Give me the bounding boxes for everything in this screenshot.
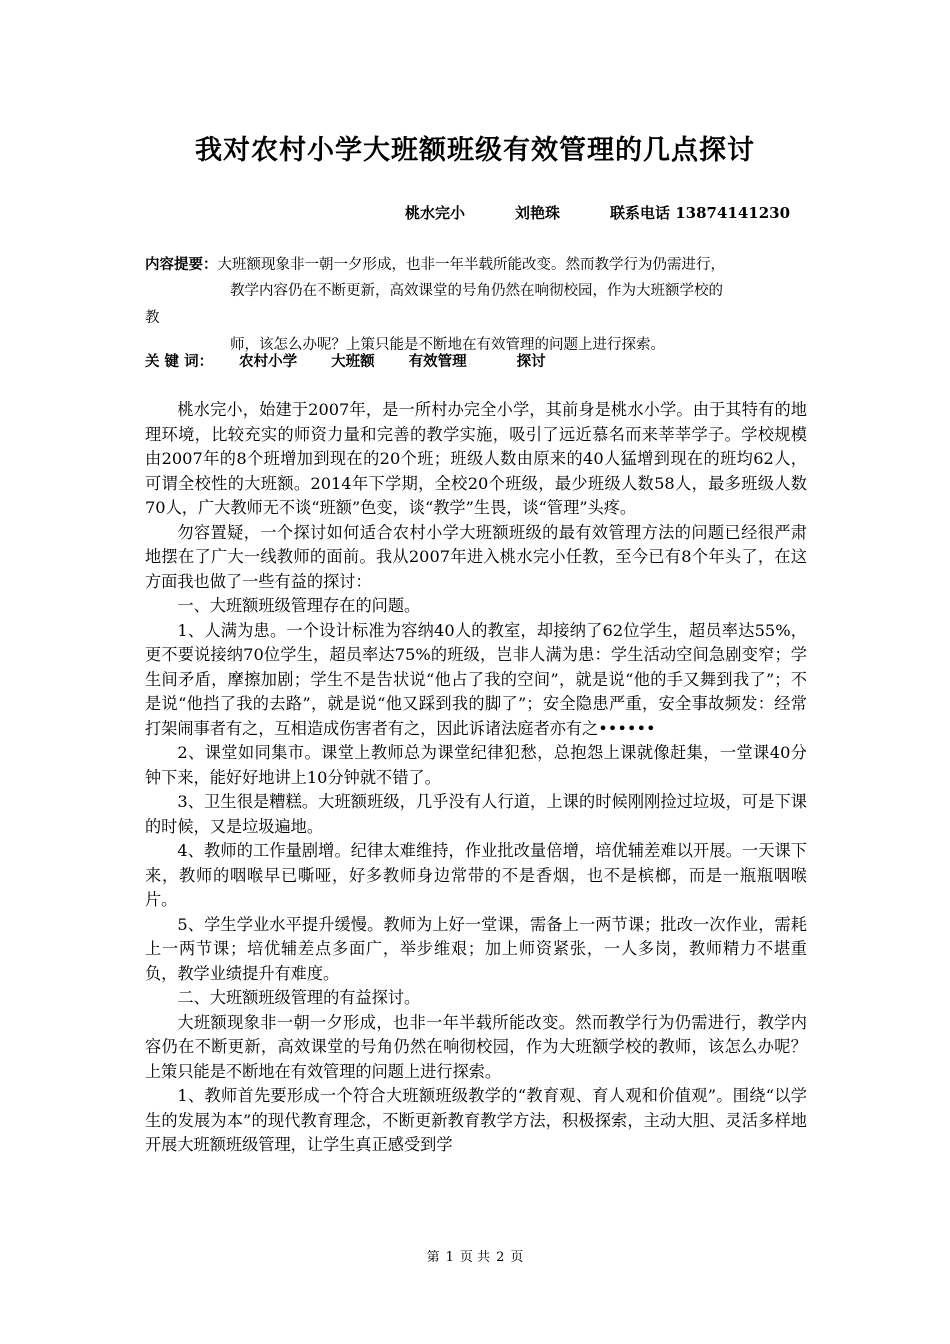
- footer-prefix: 第: [426, 1250, 440, 1265]
- keyword-4: 探讨: [516, 353, 546, 370]
- page-footer: [0, 1249, 950, 1267]
- body-text: [145, 398, 807, 1158]
- paragraph: 1、教师首先要形成一个符合大班额班级教学的“教育观、育人观和价值观”。围绕“以学生的发展为本”的现代教育理念，不断更新教育教学方法，积极探索，主动大胆、灵活多样地开展大班额班级管理，让学生真正感受到学: [145, 1086, 807, 1154]
- footer-page-number: 1: [445, 1250, 454, 1265]
- abstract-line-4: 师，该怎么办呢？上策只能是不断地在有效管理的问题上进行探索。: [230, 337, 665, 353]
- paragraph: 4、教师的工作量剧增。纪律太难维持，作业批改量倍增，培优辅差难以开展。一天课下来，教师的咽喉早已嘶哑，好多教师身边常带的不是香烟，也不是槟榔，而是一瓶瓶咽喉片。: [145, 841, 807, 909]
- paragraph: 桃水完小，始建于2007年，是一所村办完全小学，其前身是桃水小学。由于其特有的地理环境，比较充实的师资力量和完善的教学实施，吸引了远近慕名而来莘莘学子。学校规模由2007年的8个班增加到现在的20个班；班级人数由原来的40人猛增到现在的班均62人，可谓全校性的大班额。2014年下学期，全校20个班级，最少班级人数58人，最多班级人数70人，广大教师无不谈“班额”色变，谈“教学”生畏，谈“管理”头疼。: [145, 400, 807, 517]
- abstract-line-2: 教学内容仍在不断更新，高效课堂的号角仍然在响彻校园，作为大班额学校的: [230, 283, 723, 299]
- paragraph: 5、学生学业水平提升缓慢。教师为上好一堂课，需备上一两节课；批改一次作业，需耗上一两节课；培优辅差点多面广，举步维艰；加上师资紧张，一人多岗，教师精力不堪重负，教学业绩提升有难度。: [145, 914, 807, 983]
- document-title: 我对农村小学大班额班级有效管理的几点探讨: [195, 135, 755, 166]
- abstract-row-1: [145, 251, 810, 278]
- keyword-1: 农村小学: [239, 353, 298, 370]
- keyword-3: 有效管理: [408, 353, 467, 370]
- paragraph: 大班额现象非一朝一夕形成，也非一年半载所能改变。然而教学行为仍需进行，教学内容仍在不断更新，高效课堂的号角仍然在响彻校园，作为大班额学校的教师，该怎么办呢？上策只能是不断地在有效管理的问题上进行探索。: [145, 1012, 807, 1081]
- paragraph: 勿容置疑，一个探讨如何适合农村小学大班额班级的最有效管理方法的问题已经很严肃地摆在了广大一线教师的面前。我从2007年进入桃水完小任教，至今已有8个年头了，在这方面我也做了一些有益的探讨：: [145, 522, 807, 591]
- abstract: [145, 251, 810, 359]
- keywords: [145, 350, 546, 374]
- paragraph: 2、课堂如同集市。课堂上教师总为课堂纪律犯愁，总抱怨上课就像赶集，一堂课40分钟下来，能好好地讲上10分钟就不错了。: [145, 743, 807, 787]
- paragraph: 3、卫生很是糟糕。大班额班级，几乎没有人行道，上课的时候刚刚捡过垃圾，可是下课的时候，又是垃圾遍地。: [145, 792, 807, 836]
- author-name: 刘艳珠: [515, 204, 561, 222]
- footer-suffix: 页: [510, 1250, 524, 1265]
- keywords-label: 关 键 词：: [145, 353, 214, 370]
- abstract-line-3: 教: [145, 310, 160, 326]
- section-heading: 二、大班额班级管理的有益探讨。: [177, 988, 421, 1007]
- keyword-2: 大班额: [331, 353, 375, 370]
- paragraph: 1、人满为患。一个设计标准为容纳40人的教室，却接纳了62位学生，超员率达55%，更不要说接纳70位学生，超员率达75%的班级，岂非人满为患：学生活动空间急剧变窄；学生间矛盾，摩擦加剧；学生不是告状说“他占了我的空间”，就是说“他的手又舞到我了”；不是说“他挡了我的去路”，就是说“他又踩到我的脚了”；安全隐患严重，安全事故频发：经常打架闹事者有之，互相造成伤害者有之，因此诉诸法庭者亦有之••••••: [145, 620, 807, 738]
- abstract-line-1: 大班额现象非一朝一夕形成，也非一年半载所能改变。然而教学行为仍需进行，: [217, 257, 725, 273]
- section-heading: 一、大班额班级管理存在的问题。: [177, 596, 421, 615]
- author-line: [405, 202, 790, 224]
- footer-total-pages: 2: [496, 1250, 505, 1265]
- author-phone: 联系电话 13874141230: [610, 204, 791, 222]
- abstract-label: 内容提要：: [145, 256, 218, 273]
- footer-mid: 页 共: [459, 1250, 491, 1265]
- author-school: 桃水完小: [405, 204, 466, 222]
